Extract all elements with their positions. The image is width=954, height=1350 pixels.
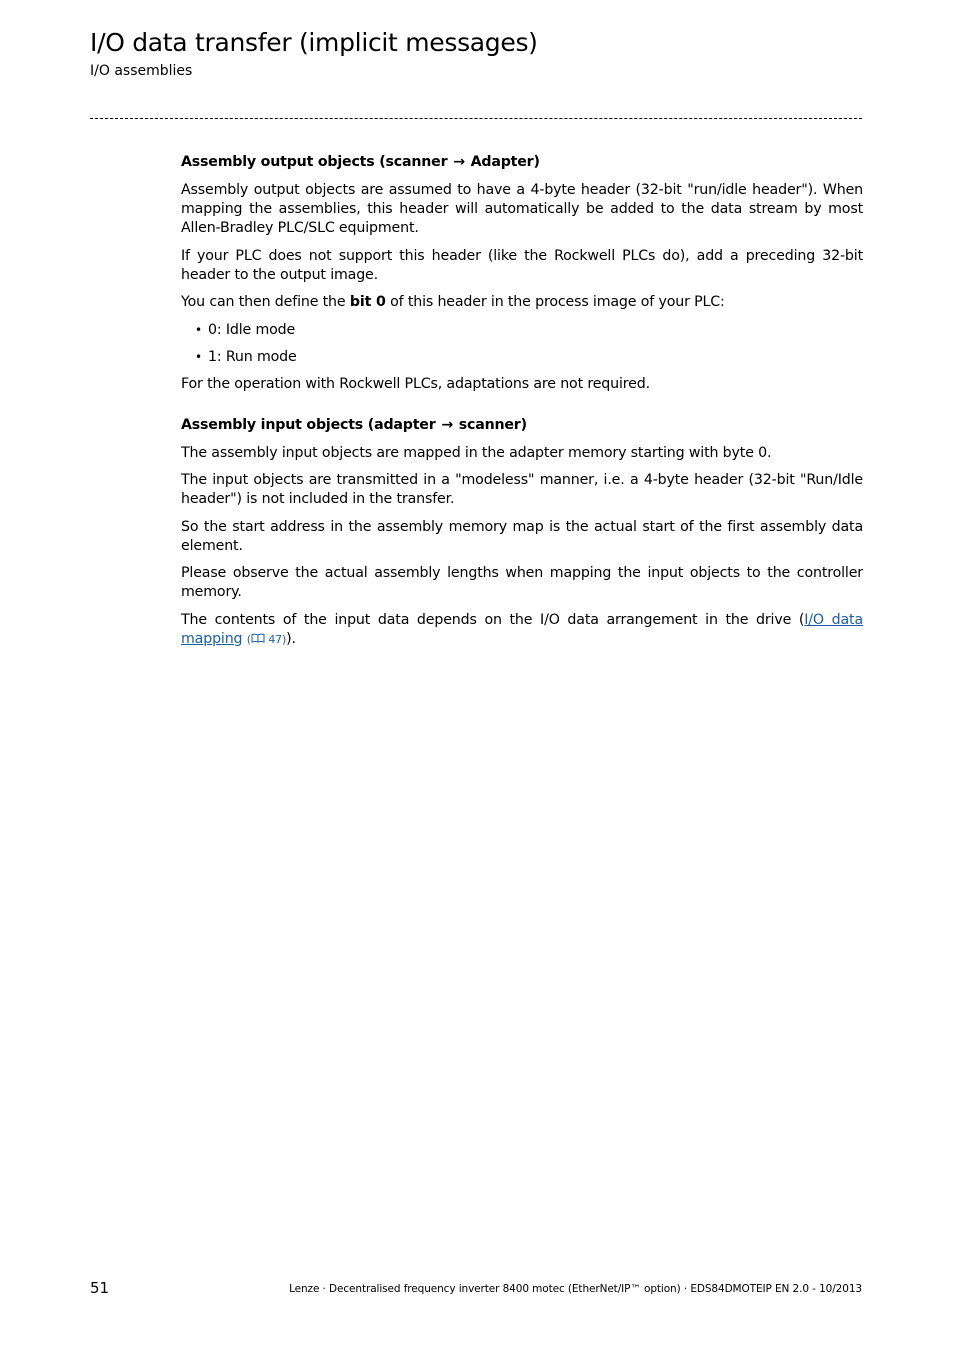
header-divider xyxy=(90,118,862,119)
paragraph xyxy=(181,293,863,312)
bold-term: bit 0 xyxy=(349,294,386,310)
paragraph: For the operation with Rockwell PLCs, adaptations are not required. xyxy=(181,375,650,392)
book-icon xyxy=(251,630,265,649)
paragraph: The assembly input objects are mapped in the adapter memory starting with byte 0. xyxy=(181,444,772,461)
arrow-right-icon: → xyxy=(441,416,453,433)
paragraph-text: ). xyxy=(286,630,296,647)
section-heading-input xyxy=(181,416,863,435)
list-item: • 0: Idle mode xyxy=(181,321,863,340)
paragraph xyxy=(181,611,863,649)
list-item: • 1: Run mode xyxy=(181,348,863,367)
paragraph: So the start address in the assembly memory map is the actual start of the first assembly data element. xyxy=(181,518,863,554)
paragraph-text: of this header in the process image of your PLC: xyxy=(385,294,725,310)
mode-list xyxy=(181,321,863,367)
paragraph: The input objects are transmitted in a "modeless" manner, i.e. a 4-byte header (32-bit "Run/Idle header") is not included in the transfer. xyxy=(181,472,863,507)
paragraph: Please observe the actual assembly lengths when mapping the input objects to the controller memory. xyxy=(181,565,863,600)
section-heading-output xyxy=(181,153,863,172)
ref-page-number: 47 xyxy=(268,632,283,646)
page-title: I/O data transfer (implicit messages) xyxy=(90,28,538,57)
page-number: 51 xyxy=(90,1279,110,1297)
paragraph: Assembly output objects are assumed to have a 4-byte header (32-bit "run/idle header"). When mapping the assemblies, this header will automatically be added to the data stream by most Allen-Bradley PLC/SLC equipment. xyxy=(181,182,863,236)
ref-bracket: ) xyxy=(282,632,287,646)
footer-text: Lenze · Decentralised frequency inverter 8400 motec (EtherNet/IP™ option) · EDS84DMOTEIP EN 2.0 - 10/2013 xyxy=(289,1283,862,1295)
main-content xyxy=(181,153,863,657)
paragraph-text: You can then define the xyxy=(181,294,350,310)
arrow-right-icon: → xyxy=(453,154,465,170)
heading-text: Adapter) xyxy=(470,154,540,170)
heading-text: Assembly output objects (scanner xyxy=(181,154,448,170)
io-data-mapping-link[interactable]: I/O data mapping xyxy=(181,611,863,647)
heading-text: scanner) xyxy=(458,416,527,433)
ref-bracket: ( xyxy=(246,632,251,646)
paragraph-text: The contents of the input data depends on the I/O data arrangement in the drive ( xyxy=(181,611,805,628)
page-subtitle: I/O assemblies xyxy=(90,63,193,79)
heading-text: Assembly input objects (adapter xyxy=(181,416,436,433)
paragraph: If your PLC does not support this header (like the Rockwell PLCs do), add a preceding 32-bit header to the output image. xyxy=(181,247,863,283)
page-reference[interactable] xyxy=(247,633,286,646)
